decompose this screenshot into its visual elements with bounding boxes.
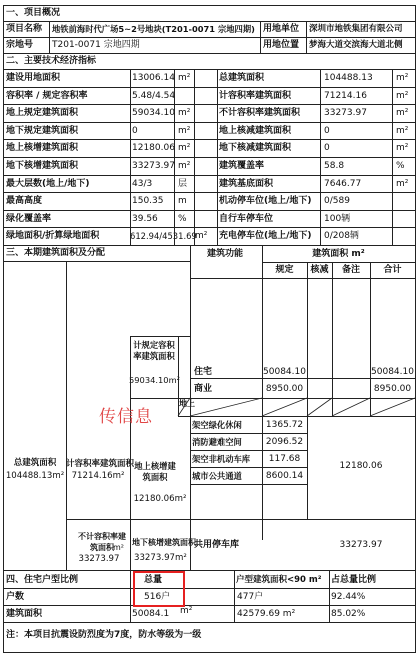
add-item-name: 城市公共通道 bbox=[192, 471, 242, 481]
function-header: 建筑功能 bbox=[206, 249, 243, 259]
diagonal-slashes bbox=[4, 6, 415, 652]
indicator-label: 容积率 / 规定容积率 bbox=[6, 90, 88, 101]
commercial-label: 商业 bbox=[194, 384, 213, 394]
unit-area-ratio: 85.02% bbox=[331, 609, 366, 619]
highlight-box bbox=[133, 571, 185, 607]
add-item-value: 117.68 bbox=[268, 454, 301, 464]
col-regulated: 规定 bbox=[275, 265, 294, 275]
section-title-area-allocation: 三、本期建筑面积及分配 bbox=[6, 248, 106, 258]
unit-area-label: 建筑面积 bbox=[6, 609, 43, 619]
section-title-unit-mix: 四、住宅户型比例 bbox=[6, 575, 79, 585]
residential-reg: 50084.10 bbox=[263, 367, 306, 377]
ug-value: 33273.97m² bbox=[134, 553, 187, 563]
indicator-value: 12180.06 bbox=[132, 143, 175, 154]
indicator-value: 59034.10 bbox=[132, 108, 175, 119]
ug-label: 地下核增建筑面积 bbox=[132, 538, 196, 547]
indicator-unit: m² bbox=[178, 143, 191, 154]
nfa-label: 不计容积率建筑面积 bbox=[78, 532, 126, 552]
unit-count-small: 477户 bbox=[237, 592, 264, 602]
indicator-unit: m² bbox=[178, 125, 191, 136]
indicator-value: 33273.97 bbox=[324, 108, 367, 119]
indicator-value: 39.56 bbox=[132, 213, 158, 224]
ug-total: 33273.97 bbox=[339, 540, 383, 550]
unit-count-ratio: 92.44% bbox=[331, 592, 366, 602]
indicator-label: 地上核增建筑面积 bbox=[6, 143, 79, 154]
nfa-value: 33273.97 bbox=[78, 554, 120, 564]
land-location-value: 梦海大道交滨海大道北侧 bbox=[309, 40, 403, 50]
commercial-reg: 8950.00 bbox=[265, 384, 304, 394]
indicator-label: 地下核减建筑面积 bbox=[219, 143, 292, 154]
indicator-label: 地上规定建筑面积 bbox=[6, 108, 79, 119]
indicator-value: 0 bbox=[324, 143, 330, 154]
unit-small-header: 户型建筑面积<90 m² bbox=[236, 575, 322, 585]
indicator-value: 104488.13 bbox=[324, 73, 373, 83]
above-ground-label: 地上 bbox=[179, 399, 195, 408]
add-item-value: 1365.72 bbox=[265, 420, 304, 430]
reg-area-label: 计规定容积率建筑面积 bbox=[133, 340, 175, 361]
indicator-unit: m² bbox=[178, 73, 191, 83]
add-item-value: 2096.52 bbox=[265, 437, 304, 447]
land-unit-value: 深圳市地铁集团有限公司 bbox=[309, 24, 403, 34]
add-area-label: 地上核增建筑面积 bbox=[134, 461, 176, 482]
indicator-label: 自行车停车位 bbox=[219, 213, 274, 224]
indicator-label: 最高高度 bbox=[6, 196, 43, 207]
indicator-value: 0/208辆 bbox=[324, 231, 359, 242]
indicator-label: 地下规定建筑面积 bbox=[6, 125, 79, 136]
indicator-unit: m bbox=[178, 196, 187, 207]
indicator-unit: % bbox=[178, 213, 187, 224]
add-item-value: 8600.14 bbox=[265, 471, 304, 481]
commercial-total: 8950.00 bbox=[373, 384, 412, 394]
indicator-unit: m² bbox=[396, 143, 409, 154]
unit-area-total-unit: m² bbox=[180, 606, 193, 616]
add-total: 12180.06 bbox=[339, 461, 383, 471]
fa-area-label: 计容积率建筑面积 bbox=[66, 459, 135, 469]
section-title-indicators: 二、主要技术经济指标 bbox=[6, 56, 97, 66]
indicator-value: 71214.16 bbox=[324, 90, 367, 101]
indicator-label: 最大层数(地上/地下) bbox=[6, 178, 90, 189]
indicator-unit: m² bbox=[396, 90, 409, 101]
indicator-value: 13006.14 bbox=[132, 73, 175, 83]
unit-count-label: 户数 bbox=[6, 592, 25, 602]
land-location-label: 用地位置 bbox=[263, 40, 300, 50]
unit-area-total: 50084.1 bbox=[132, 609, 170, 619]
indicator-label: 建筑基底面积 bbox=[219, 178, 274, 189]
add-area-value: 12180.06m² bbox=[133, 494, 187, 504]
indicator-value: 7646.77 bbox=[324, 178, 362, 189]
indicator-value: 0/589 bbox=[324, 196, 350, 207]
add-item-name: 架空绿化休闲 bbox=[192, 420, 242, 430]
residential-total: 50084.10 bbox=[371, 367, 414, 377]
col-reduction: 核减 bbox=[310, 265, 329, 275]
indicator-unit: m² bbox=[396, 73, 409, 83]
indicator-label: 地下核增建筑面积 bbox=[6, 161, 79, 171]
indicator-unit: m² bbox=[396, 108, 409, 119]
indicator-value: 0 bbox=[132, 125, 138, 136]
area-header: 建筑面积 m² bbox=[312, 249, 365, 259]
indicator-value: 5.48/4.54 bbox=[132, 90, 176, 101]
indicator-unit: 层 bbox=[178, 178, 188, 189]
add-item-name: 架空非机动车库 bbox=[192, 454, 251, 464]
indicator-label: 绿地面积/折算绿地面积 bbox=[6, 231, 100, 242]
residential-label: 住宅 bbox=[194, 367, 213, 377]
indicator-unit: % bbox=[396, 161, 405, 171]
col-remark: 备注 bbox=[341, 265, 360, 275]
indicator-value: 0 bbox=[324, 125, 330, 136]
indicator-value: 612.94/4531.69 bbox=[130, 231, 197, 242]
parcel-no-value: T201-0071 宗地四期 bbox=[52, 40, 140, 50]
parcel-no-label: 宗地号 bbox=[6, 40, 34, 50]
indicator-unit: m² bbox=[396, 125, 409, 136]
reg-area-value: 59034.10m² bbox=[129, 375, 180, 385]
indicator-value: 33273.97 bbox=[132, 161, 175, 171]
fa-area-value: 71214.16m² bbox=[71, 471, 125, 481]
section-title-overview: 一、项目概况 bbox=[6, 8, 61, 18]
unit-total-header: 总量 bbox=[144, 575, 163, 585]
total-area-label: 总建筑面积 bbox=[13, 458, 57, 468]
indicator-value: 150.35 bbox=[132, 196, 164, 207]
project-name-value: 地铁前海时代广场5~2号地块(T201-0071 宗地四期) bbox=[52, 24, 255, 34]
indicator-label: 绿化覆盖率 bbox=[6, 213, 52, 224]
indicator-unit: m² bbox=[178, 108, 191, 119]
indicator-label: 建设用地面积 bbox=[6, 73, 61, 83]
indicator-label: 不计容积率建筑面积 bbox=[219, 108, 301, 119]
indicator-label: 地上核减建筑面积 bbox=[219, 125, 292, 136]
unit-area-small: 42579.69 m² bbox=[237, 609, 296, 619]
indicator-value: 100辆 bbox=[324, 213, 351, 224]
indicator-label: 充电停车位(地上/地下) bbox=[219, 231, 312, 242]
col-total: 合计 bbox=[383, 265, 402, 275]
indicator-label: 总建筑面积 bbox=[219, 73, 265, 83]
add-item-name: 消防避难空间 bbox=[192, 437, 242, 447]
indicator-unit: m² bbox=[178, 161, 191, 171]
nfa-unit: m² bbox=[113, 543, 124, 552]
ug-function: 共用停车库 bbox=[194, 540, 240, 550]
unit-count-total: 516户 bbox=[144, 592, 171, 602]
indicator-unit: m² bbox=[195, 231, 208, 242]
indicator-unit: m² bbox=[396, 178, 409, 189]
indicator-value: 58.8 bbox=[324, 161, 345, 171]
indicator-label: 建筑覆盖率 bbox=[219, 161, 265, 171]
indicator-value: 43/3 bbox=[132, 178, 153, 189]
footnote: 注：本项目抗震设防烈度为7度，防水等级为一级 bbox=[6, 630, 202, 640]
data-table bbox=[3, 5, 416, 653]
project-name-label: 项目名称 bbox=[6, 24, 43, 34]
total-area-value: 104488.13m² bbox=[5, 471, 65, 481]
land-unit-label: 用地单位 bbox=[263, 24, 300, 34]
unit-ratio-header: 占总量比例 bbox=[331, 575, 377, 585]
indicator-label: 机动停车位(地上/地下) bbox=[219, 196, 312, 207]
indicator-label: 计容积率建筑面积 bbox=[219, 90, 292, 101]
watermark-text: 传信息 bbox=[99, 407, 153, 427]
